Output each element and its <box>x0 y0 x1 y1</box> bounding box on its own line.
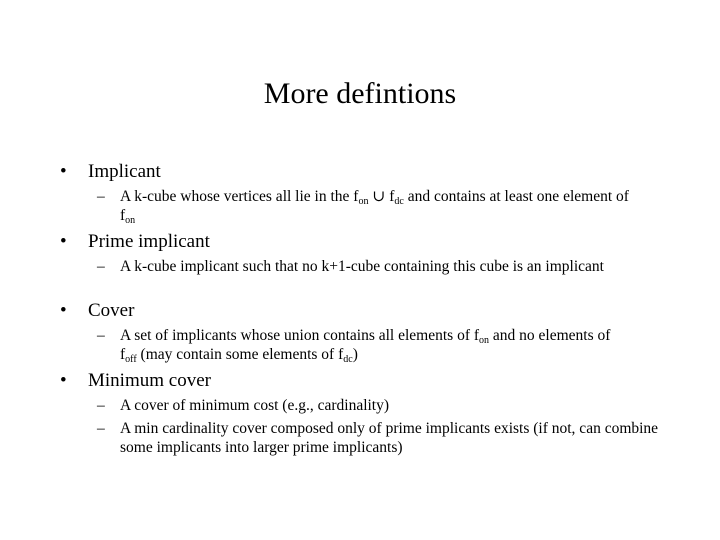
slide-title: More defintions <box>263 77 457 110</box>
bullet-label: Prime implicant <box>88 231 210 252</box>
sub-item-prime-implicant-definition <box>97 257 627 276</box>
bullet-icon: • <box>60 370 67 391</box>
dash-icon: – <box>97 420 105 437</box>
bullet-icon: • <box>60 300 67 321</box>
sub-item-implicant-definition <box>97 187 637 225</box>
sub-item-minimum-cost <box>97 396 657 415</box>
bullet-label: Minimum cover <box>88 370 211 391</box>
bullet-label: Implicant <box>88 161 161 182</box>
bullet-label: Cover <box>88 300 135 321</box>
dash-icon: – <box>97 258 105 275</box>
bullet-icon: • <box>60 231 67 252</box>
sub-item-text: A cover of minimum cost (e.g., cardinality) <box>120 397 390 414</box>
dash-icon: – <box>97 327 105 344</box>
bullet-icon: • <box>60 161 67 182</box>
sub-item-text: A k-cube whose vertices all lie in the $f_{on}$ ∪ $f_{dc}$ and contains at least one element of $f_{on}$ <box>120 188 629 226</box>
sub-item-prime-cover-exists <box>97 419 662 457</box>
sub-item-cover-definition <box>97 326 627 364</box>
dash-icon: – <box>97 397 105 414</box>
sub-item-text: A set of implicants whose union contains all elements of $f_{on}$ and no elements of $f_{off}$ (may contain some elements of $f_{dc}$) <box>120 327 611 365</box>
sub-item-text: A min cardinality cover composed only of prime implicants exists (if not, can combine some implicants into larger prime implicants) <box>120 420 659 456</box>
dash-icon: – <box>97 188 105 205</box>
sub-item-text: A k-cube implicant such that no k+1-cube containing this cube is an implicant <box>120 258 604 275</box>
